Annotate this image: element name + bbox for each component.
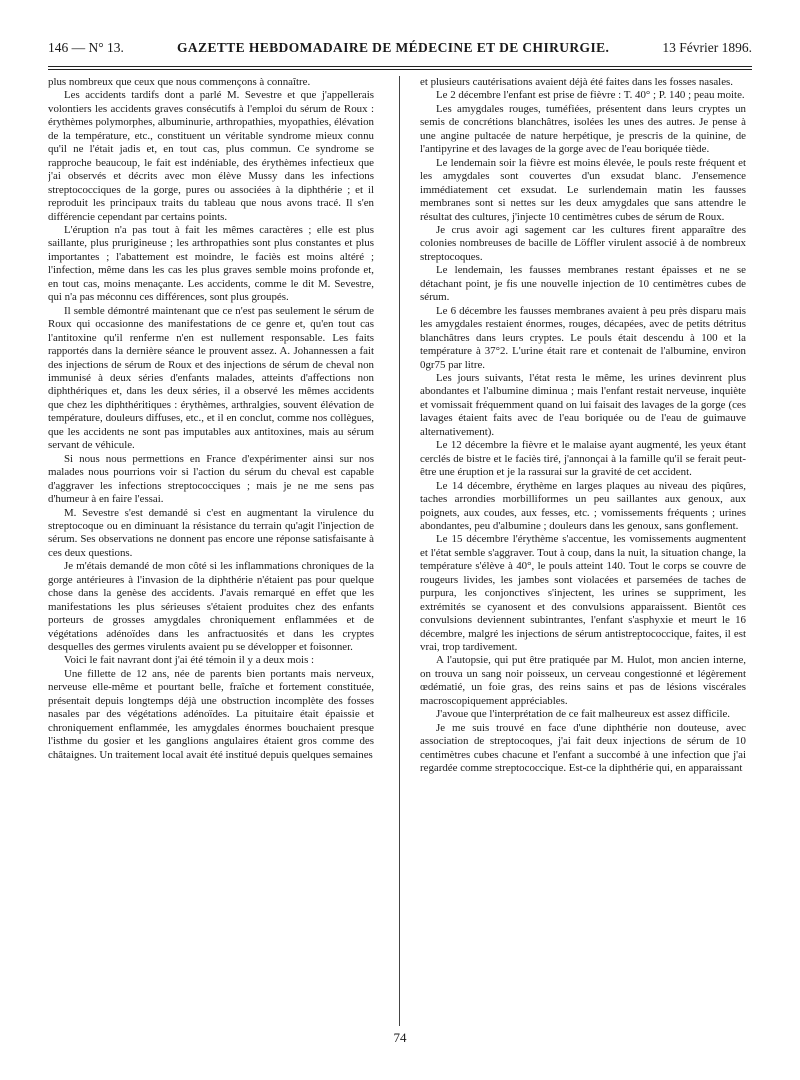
paragraph: Le lendemain, les fausses membranes restant épaisses et ne se détachant point, je fis une nouvelle injection de 10 centimètres cubes de sérum. <box>420 264 746 304</box>
paragraph: A l'autopsie, qui put être pratiquée par M. Hulot, mon ancien interne, on trouva un sang noir poisseux, un cerveau congestionné et légèrement œdématié, un foie gras, des reins sains et pas de lésions viscérales macroscopiquement appréciables. <box>420 654 746 707</box>
paragraph: J'avoue que l'interprétation de ce fait malheureux est assez difficile. <box>436 708 731 721</box>
paragraph: plus nombreux que ceux que nous commençons à connaître. <box>48 76 311 88</box>
paragraph: Il semble démontré maintenant que ce n'est pas seulement le sérum de Roux qui occasionne des manifestations de ce genre et, qu'en tout cas l'antitoxine qu'il renferme n'en est nullement responsable. Les faits rapportés dans la dernière séance le prouvent assez. A. Johannessen a fait des injections de sérum de Roux et des injections de sérum de cheval non immunisé à deux séries d'enfants malades, atteints d'affections non diphthériques et, dans les deux séries, il a observé les mêmes accidents que chez les diphthéritiques : érythèmes, arthralgies, souvent élévation de température, douleurs diffuses, etc., et il en conclut, comme nos collègues, que les accidents ne sont pas imputables aux antitoxines, mais au sérum servant de véhicule. <box>48 304 374 452</box>
paragraph: Si nous nous permettions en France d'expérimenter ainsi sur nos malades nous pourrions voir si l'action du sérum du cheval est capable d'aggraver les infections streptococciques ; mais je ne me sens pas d'humeur à en faire l'essai. <box>48 452 374 506</box>
paragraph: Le 12 décembre la fièvre et le malaise ayant augmenté, les yeux étant cerclés de bistre et le faciès tiré, j'annonçai à la famille qu'il se ferait peut-être une éruption et je la rassurai sur la gravité de cet accident. <box>420 439 746 479</box>
paragraph: Une fillette de 12 ans, née de parents bien portants mais nerveux, nerveuse elle-même et pourtant belle, fraîche et fortement constituée, présentait depuis longtemps déjà une obstruction incomplète des fosses nasales par des végétations adénoïdes. La pituitaire était épaissie et chroniquement enflammée, les amygdales énormes bouchaient presque l'isthme du gosier et les ganglions angulaires étaient gros comme des châtaignes. Un traitement local avait été institué depuis quelques semaines <box>48 667 374 761</box>
issue-date: 13 Février 1896. <box>662 40 752 55</box>
page-issue-number: 146 — N° 13. <box>48 40 124 55</box>
running-header <box>48 40 752 66</box>
paragraph: Je m'étais demandé de mon côté si les inflammations chroniques de la gorge antérieures à l'invasion de la diphthérie n'étaient pas pour quelque chose dans la genèse des accidents. J'avais remarqué en effet que les manifestations les plus sérieuses s'étaient produites chez des enfants porteurs de grosses amygdales chroniquement enflammées et de végétations adénoïdes dans les anfractuosités et dans les cryptes desquelles des germes virulents avaient pu se développer et foisonner. <box>48 560 374 654</box>
paragraph: Les amygdales rouges, tuméfiées, présentent dans leurs cryptes un semis de concrétions blanchâtres, isolées les unes des autres. Je pense à une angine pultacée de nature herpétique, je prescris de la quinine, de l'antipyrine et des lavages de la gorge avec de l'eau boriquée tiède. <box>420 102 746 156</box>
page-number: 74 <box>393 1030 407 1045</box>
paragraph: Le 6 décembre les fausses membranes avaient à peu près disparu mais les amygdales restaient énormes, rouges, décapées, avec de petits détritus blanchâtres dans leurs cryptes. Le pouls était descendu à 100 et la température à 37°2. L'urine était rare et contenait de l'albumine, environ 0gr75 par litre. <box>420 304 746 371</box>
column-divider <box>399 76 400 1026</box>
paragraph: L'éruption n'a pas tout à fait les mêmes caractères ; elle est plus saillante, plus prurigineuse ; les arthropathies sont plus constantes et plus importantes ; l'abattement est moindre, le faciès est moins altéré ; l'infection, même dans les cas les plus graves semble moins profonde et, en tout cas, moins menaçante. Les accidents, comme le dit M. Sevestre, qui n'a pas méconnu ces différences, sont plus groupés. <box>48 223 374 304</box>
paragraph: Les jours suivants, l'état resta le même, les urines devinrent plus abondantes et l'albumine diminua ; mais l'enfant restait nerveuse, inquiète et vomissait fréquemment quand on lui faisait des lavages de la gorge (ces lavages étaient faits avec de l'eau boriquée ou de l'eau de guimauve alternativement). <box>420 371 746 438</box>
paragraph: Je crus avoir agi sagement car les cultures firent apparaître des colonies nombreuses de bacille de Löffler virulent associé à de nombreux streptocoques. <box>420 223 746 263</box>
journal-title: GAZETTE HEBDOMADAIRE DE MÉDECINE ET DE CHIRURGIE. <box>177 40 610 55</box>
paragraph: Le 14 décembre, érythème en larges plaques au niveau des piqûres, taches arrondies morbilliformes un peu saillantes aux genoux, aux poignets, aux coudes, aux fesses, etc. ; vomissements fréquents ; urines abondantes, peu d'albumine ; douleurs dans les genoux, sans gonflement. <box>420 479 746 532</box>
paragraph: Je me suis trouvé en face d'une diphthérie non douteuse, avec association de streptocoques, j'ai fait deux injections de sérum de 10 centimètres cubes chacune et l'enfant a succombé à une infection que j'ai regardée comme streptococcique. Est-ce la diphthérie qui, en apparaissant <box>420 721 746 775</box>
header-rule <box>48 66 752 67</box>
paragraph: Le lendemain soir la fièvre est moins élevée, le pouls reste fréquent et les amygdales sont couvertes d'un exsudat blanc. J'ensemence immédiatement cet exsudat. Le surlendemain matin les fausses membranes sont si nettes sur les deux amygdales que sans attendre le résultat des cultures, j'injecte 10 centimètres cubes de sérum de Roux. <box>420 156 746 223</box>
left-column <box>48 76 374 1026</box>
paragraph: Le 2 décembre l'enfant est prise de fièvre : T. 40° ; P. 140 ; peau moite. <box>436 89 745 102</box>
right-column <box>420 76 746 1026</box>
paragraph: Les accidents tardifs dont a parlé M. Sevestre et que j'appellerais volontiers les accidents graves consécutifs à l'emploi du sérum de Roux : érythèmes polymorphes, albuminurie, arthropathies, myopathies, élévation de la température, etc., constituent un véritable syndrome mieux connu qu'il ne l'était jadis et, en tout cas, plus commun. Ce syndrome se rapproche beaucoup, le fait est indéniable, des érythèmes infectieux que j'ai observés et décrits avec mon élève Mussy dans les infections streptococciques de la gorge, pures ou associées à la diphthérie ; et il reproduit les principaux traits du tableau que nous avons tracé. Il s'en différencie cependant par certains points. <box>48 89 374 223</box>
paragraph: M. Sevestre s'est demandé si c'est en augmentant la virulence du streptocoque ou en diminuant la résistance du terrain qu'agit l'injection de sérum. Ses observations ne donnent pas encore une réponse satisfaisante à ces deux questions. <box>48 506 374 559</box>
article-body <box>48 76 752 1026</box>
paragraph: Le 15 décembre l'érythème s'accentue, les vomissements augmentent et l'état semble s'aggraver. Tout à coup, dans la nuit, la situation change, la température s'élève à 40°, le pouls atteint 140. Tout le corps se couvre de rougeurs livides, les jambes sont violacées et parsemées de taches de purpura, les conjonctives s'injectent, les urines se suppriment, les extrémités se cyanosent et des convulsions apparaissent. Bientôt ces convulsions deviennent subintrantes, l'enfant s'asphyxie et meurt le 16 décembre, malgré les injections de sérum antistreptococcique, faites, il est vrai, trop tardivement. <box>420 533 746 654</box>
paragraph: et plusieurs cautérisations avaient déjà été faites dans les fosses nasales. <box>420 76 733 88</box>
paragraph: Voici le fait navrant dont j'ai été témoin il y a deux mois : <box>64 654 315 667</box>
header-rule-double <box>48 69 752 70</box>
